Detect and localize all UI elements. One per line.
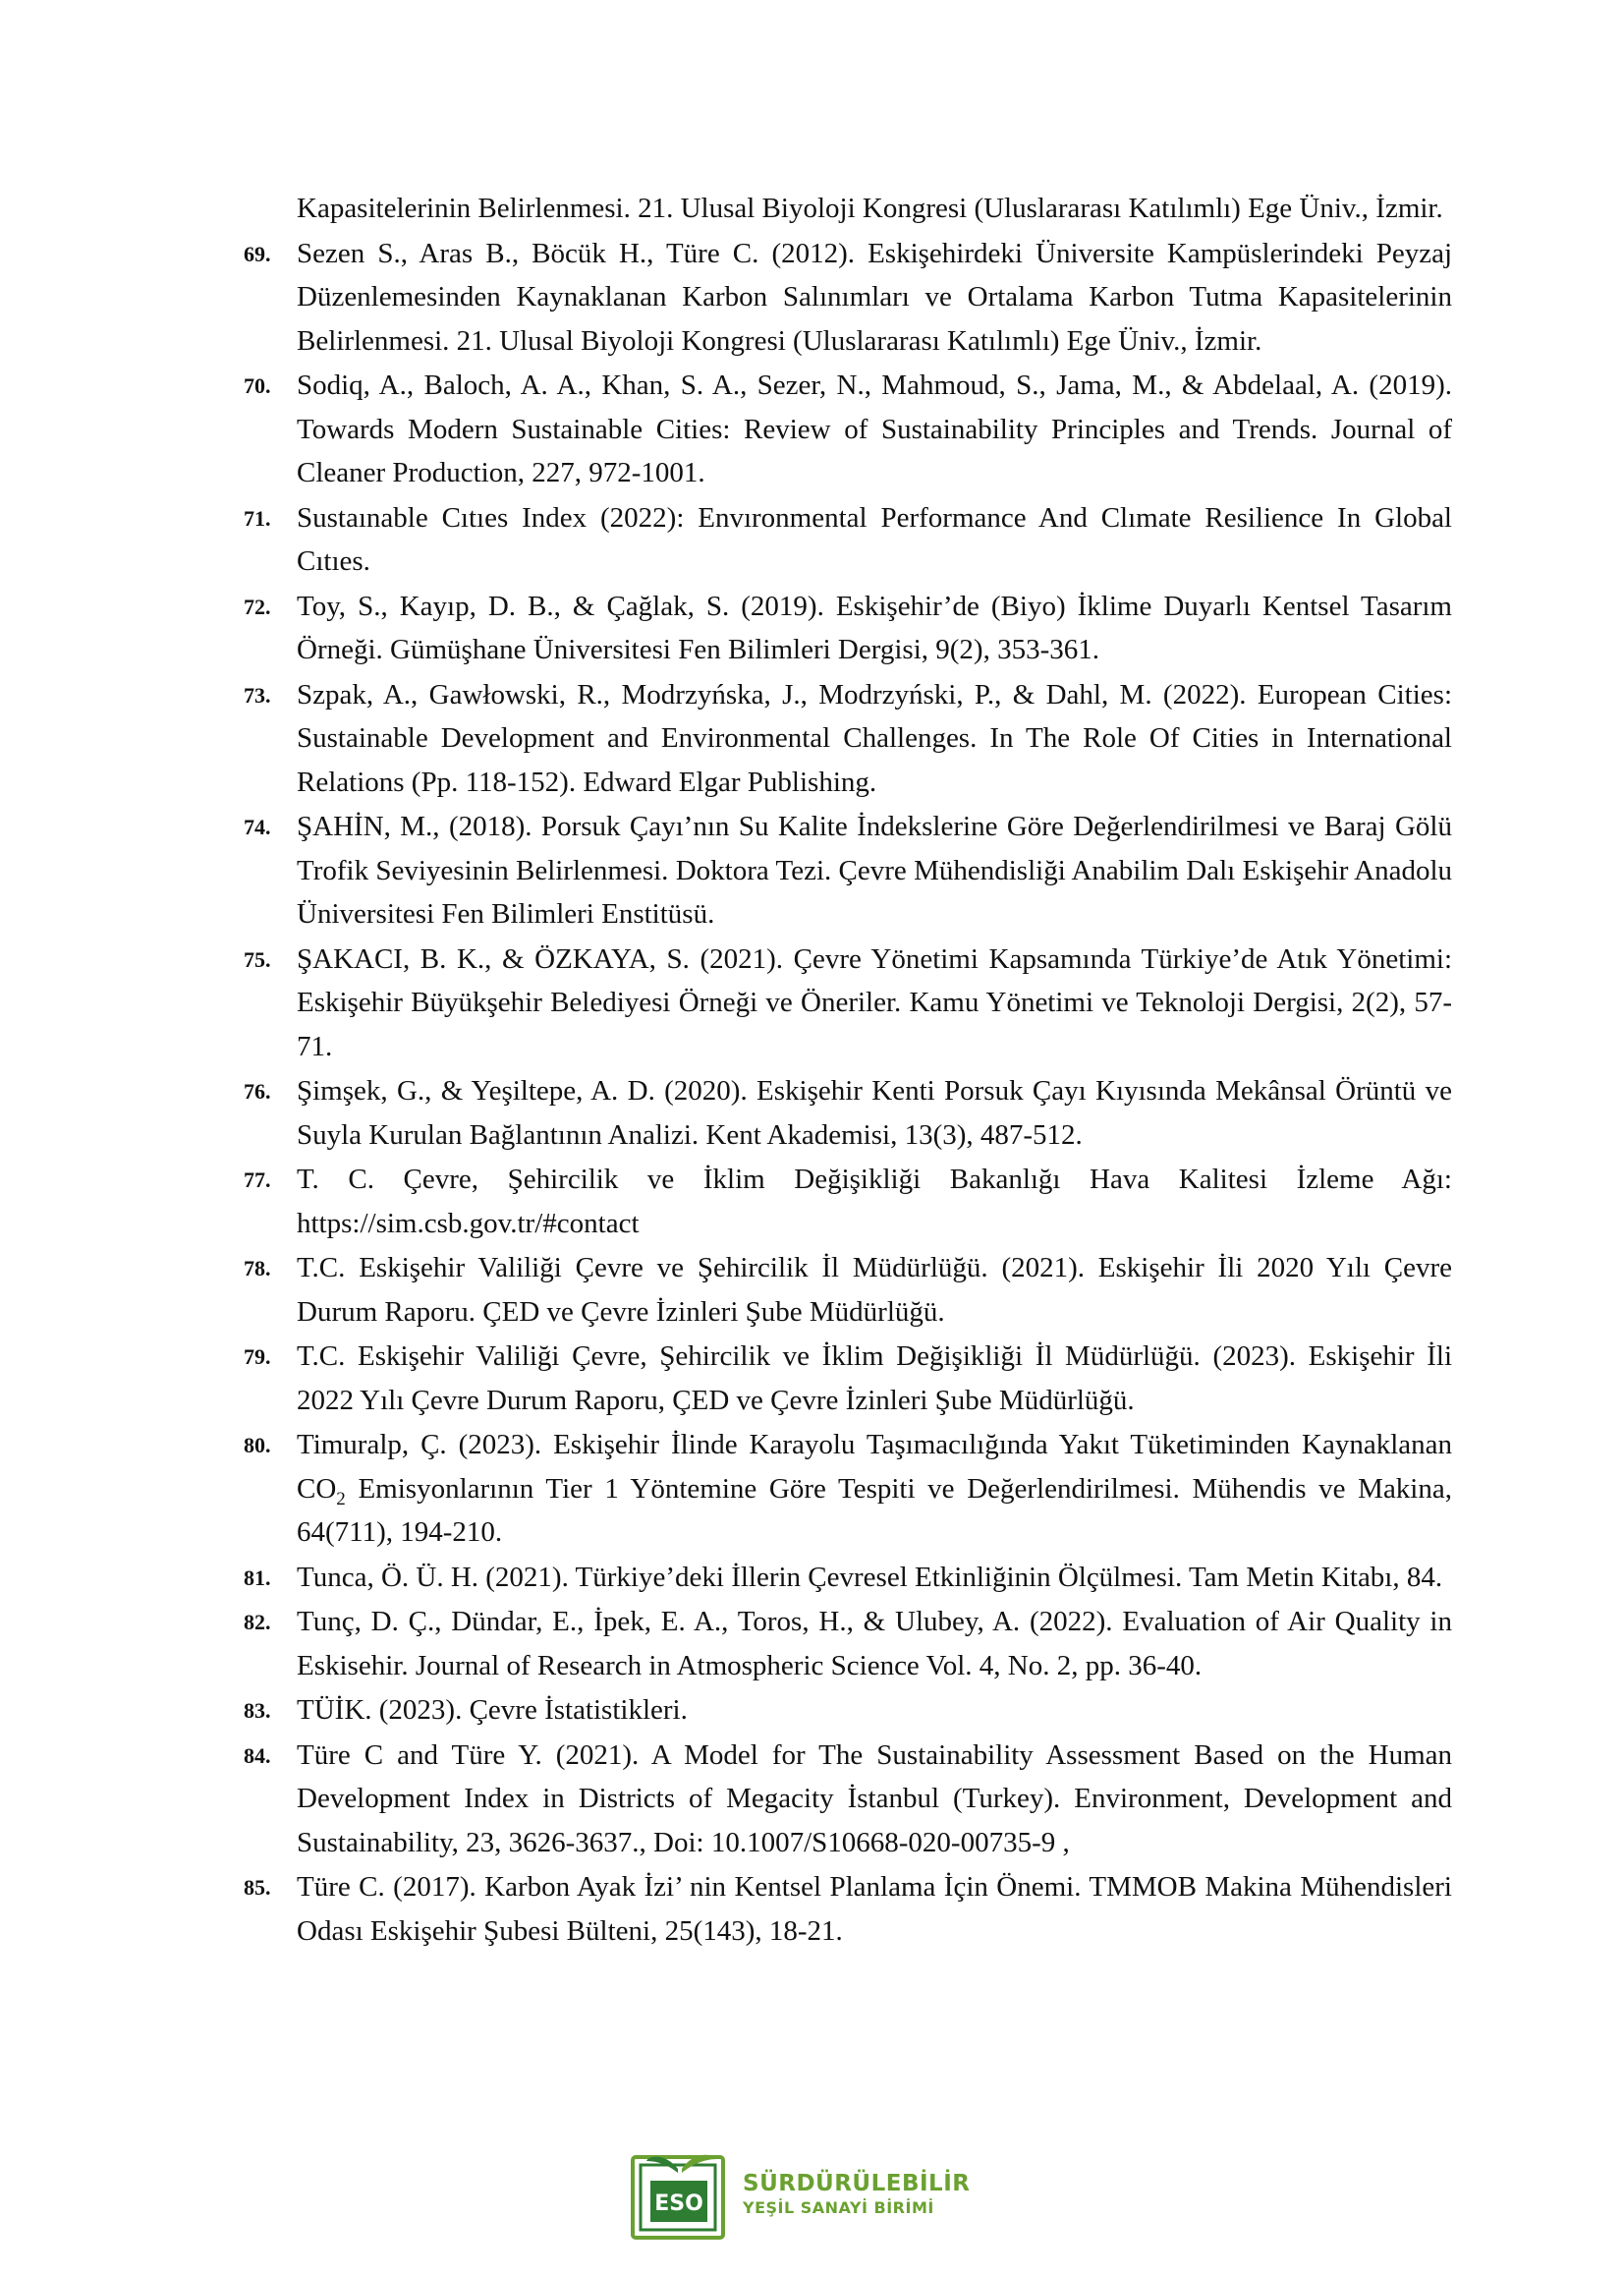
reference-text: Sustaınable Cıtıes Index (2022): Envıronmental Performance And Clımate Resilience In Global Cıtıes. [297,501,1452,577]
reference-number: 84. [244,1742,271,1768]
reference-text-part: Emisyonlarının Tier 1 Yöntemine Göre Tespiti ve Değerlendirilmesi. Mühendis ve Makina, 64(711), 194-210. [297,1472,1452,1548]
reference-number: 78. [244,1256,271,1280]
reference-number: 77. [244,1167,271,1192]
reference-item-74 [244,805,1452,937]
reference-number: 82. [244,1610,271,1634]
reference-number: 79. [244,1344,271,1369]
footer-logo [629,2147,1002,2242]
reference-item-69 [244,232,1452,364]
reference-number: 69. [244,241,271,266]
reference-number: 76. [244,1079,271,1104]
reference-number: 74. [244,815,271,839]
reference-number: 71. [244,505,271,531]
reference-number: 72. [244,594,271,619]
reference-item-73 [244,673,1452,805]
reference-text-part: Timuralp, Ç. (2023). Eskişehir İlinde Karayolu Taşımacılığında Yakıt Tüketiminden Kaynaklanan CO [297,1429,1452,1505]
reference-item-81 [244,1556,1452,1600]
reference-number: 83. [244,1698,271,1723]
reference-item-71 [244,496,1452,584]
reference-text: Sezen S., Aras B., Böcük H., Türe C. (2012). Eskişehirdeki Üniversite Kampüslerindeki Peyzaj Düzenlemesinden Kaynaklanan Karbon Salınımları ve Ortalama Karbon Tutma Kapasitelerinin Belirlenmesi. 21. Ulusal Biyoloji Kongresi (Uluslararası Katılımlı) Ege Üniv., İzmir. [297,237,1452,357]
reference-text: T.C. Eskişehir Valiliği Çevre, Şehircilik ve İklim Değişikliği İl Müdürlüğü. (2023). Eskişehir İli 2022 Yılı Çevre Durum Raporu, ÇED ve Çevre İzinleri Şube Müdürlüğü. [297,1340,1452,1416]
logo-line-1: SÜRDÜRÜLEBİLİR [743,2171,971,2196]
reference-text: Türe C and Türe Y. (2021). A Model for The Sustainability Assessment Based on the Human Development Index in Districts of Megacity İstanbul (Turkey). Environment, Development and Sustainability, 23, 3626-3637., Doi: 10.1007/S10668-020-00735-9 , [297,1738,1452,1858]
reference-number: 80. [244,1433,271,1457]
reference-text [297,1429,1452,1548]
reference-item-75 [244,938,1452,1069]
reference-item-70 [244,364,1452,495]
reference-text: Tunç, D. Ç., Dündar, E., İpek, E. A., Toros, H., & Ulubey, A. (2022). Evaluation of Air Quality in Eskisehir. Journal of Research in Atmospheric Science Vol. 4, No. 2, pp. 36-40. [297,1606,1452,1681]
reference-text: Szpak, A., Gawłowski, R., Modrzyńska, J., Modrzyński, P., & Dahl, M. (2022). European Cities: Sustainable Development and Environmental Challenges. In The Role Of Cities in International Relations (Pp. 118-152). Edward Elgar Publishing. [297,678,1452,798]
reference-item-76 [244,1069,1452,1157]
eso-logo-icon [629,2147,731,2242]
reference-text: Toy, S., Kayıp, D. B., & Çağlak, S. (2019). Eskişehir’de (Biyo) İklime Duyarlı Kentsel Tasarım Örneği. Gümüşhane Üniversitesi Fen Bilimleri Dergisi, 9(2), 353-361. [297,590,1452,665]
reference-text: Tunca, Ö. Ü. H. (2021). Türkiye’deki İllerin Çevresel Etkinliğinin Ölçülmesi. Tam Metin Kitabı, 84. [297,1561,1443,1593]
reference-item-77 [244,1158,1452,1245]
reference-number: 81. [244,1565,271,1590]
reference-text: ŞAHİN, M., (2018). Porsuk Çayı’nın Su Kalite İndekslerine Göre Değerlendirilmesi ve Baraj Gölü Trofik Seviyesinin Belirlenmesi. Doktora Tezi. Çevre Mühendisliği Anabilim Dalı Eskişehir Anadolu Üniversitesi Fen Bilimleri Enstitüsü. [297,811,1452,930]
reference-list [244,187,1452,1954]
reference-item-72 [244,585,1452,672]
reference-item-80 [244,1423,1452,1555]
reference-number: 73. [244,682,271,708]
reference-item-78 [244,1246,1452,1334]
reference-number: 85. [244,1875,271,1900]
reference-text: Türe C. (2017). Karbon Ayak İzi’ nin Kentsel Planlama İçin Önemi. TMMOB Makina Mühendisleri Odası Eskişehir Şubesi Bülteni, 25(143), 18-21. [297,1871,1452,1947]
logo-abbr: ESO [654,2191,703,2216]
reference-number: 70. [244,373,271,398]
reference-text: T.C. Eskişehir Valiliği Çevre ve Şehircilik İl Müdürlüğü. (2021). Eskişehir İli 2020 Yılı Çevre Durum Raporu. ÇED ve Çevre İzinleri Şube Müdürlüğü. [297,1252,1452,1328]
reference-item-84 [244,1734,1452,1865]
reference-text: Sodiq, A., Baloch, A. A., Khan, S. A., Sezer, N., Mahmoud, S., Jama, M., & Abdelaal, A. (2019). Towards Modern Sustainable Cities: Review of Sustainability Principles and Trends. Journal of Cleaner Production, 227, 972-1001. [297,370,1452,488]
reference-text: Şimşek, G., & Yeşiltepe, A. D. (2020). Eskişehir Kenti Porsuk Çayı Kıyısında Mekânsal Örüntü ve Suyla Kurulan Bağlantının Analizi. Kent Akademisi, 13(3), 487-512. [297,1075,1452,1151]
subscript: 2 [336,1488,346,1509]
reference-continuation: Kapasitelerinin Belirlenmesi. 21. Ulusal Biyoloji Kongresi (Uluslararası Katılımlı) Ege Üniv., İzmir. [297,193,1443,224]
reference-text: ŞAKACI, B. K., & ÖZKAYA, S. (2021). Çevre Yönetimi Kapsamında Türkiye’de Atık Yönetimi: Eskişehir Büyükşehir Belediyesi Örneği ve Öneriler. Kamu Yönetimi ve Teknoloji Dergisi, 2(2), 57-71. [297,942,1452,1062]
reference-item-79 [244,1335,1452,1422]
logo-text [743,2170,971,2219]
reference-item-82 [244,1600,1452,1687]
reference-number: 75. [244,946,271,972]
reference-text: TÜİK. (2023). Çevre İstatistikleri. [297,1694,688,1726]
reference-item-85 [244,1865,1452,1953]
reference-item-83 [244,1688,1452,1733]
logo-line-2: YEŞİL SANAYİ BİRİMİ [743,2198,934,2217]
reference-text: T. C. Çevre, Şehircilik ve İklim Değişikliği Bakanlığı Hava Kalitesi İzleme Ağı: https://sim.csb.gov.tr/#contact [297,1164,1452,1239]
